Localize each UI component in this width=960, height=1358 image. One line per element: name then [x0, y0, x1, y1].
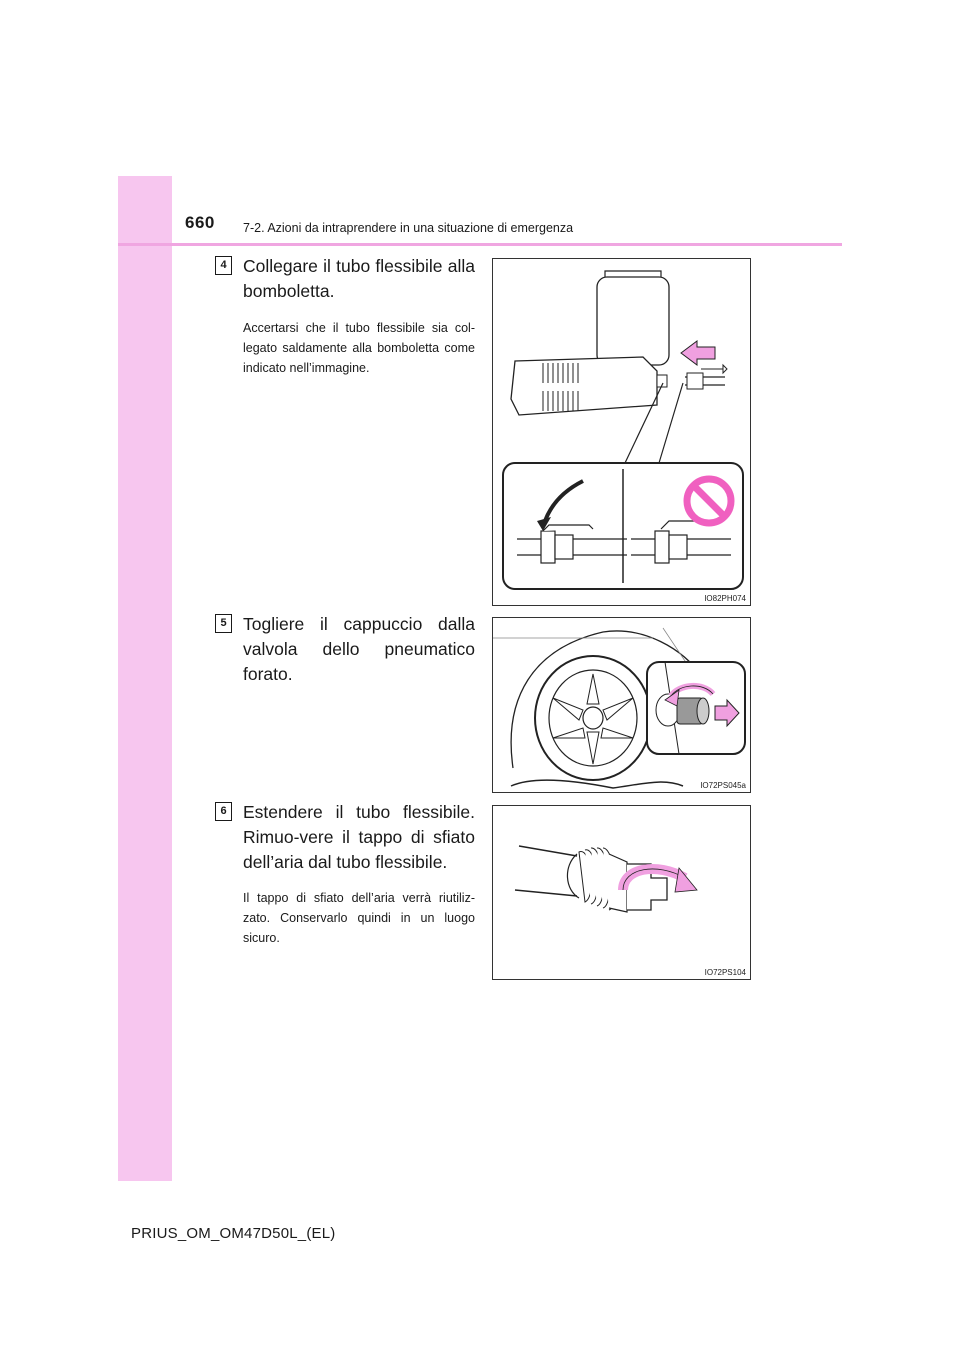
step-number-badge: 6	[215, 802, 232, 821]
step-number-badge: 5	[215, 614, 232, 633]
side-tab-band	[118, 176, 172, 1181]
page-number: 660	[185, 213, 215, 232]
step-instruction: Collegare il tubo flessibile alla bomboletta.	[243, 256, 475, 301]
hose-connection-illustration	[493, 259, 750, 605]
figure-code: IO72PS045a	[700, 781, 746, 790]
hose-cap-illustration	[493, 806, 750, 979]
push-arrow-icon	[681, 341, 715, 365]
document-code: PRIUS_OM_OM47D50L_(EL)	[131, 1225, 336, 1242]
figure-code: IO82PH074	[704, 594, 746, 603]
figure-valve-cap-removal	[492, 617, 751, 793]
step-note: Il tappo di sfiato dell’aria verrà riutiliz-zato. Conservarlo quindi in un luogo sicuro.	[243, 891, 475, 945]
figure-air-cap-removal	[492, 805, 751, 980]
step-number-badge: 4	[215, 256, 232, 275]
figure-code: IO72PS104	[704, 968, 746, 977]
tire-valve-illustration	[493, 618, 750, 792]
step-instruction: Togliere il cappuccio dalla valvola dello pneumatico forato.	[243, 614, 475, 684]
step-instruction: Estendere il tubo flessibile. Rimuo-vere il tappo di sfiato dell’aria dal tubo flessibile.	[243, 802, 475, 872]
prohibition-icon	[687, 479, 731, 523]
step-note: Accertarsi che il tubo flessibile sia col-legato saldamente alla bomboletta come indicato nell’immagine.	[243, 321, 475, 375]
figure-hose-to-bottle	[492, 258, 751, 606]
section-title: 7-2. Azioni da intraprendere in una situazione di emergenza	[243, 221, 574, 235]
header-rule	[118, 243, 842, 246]
